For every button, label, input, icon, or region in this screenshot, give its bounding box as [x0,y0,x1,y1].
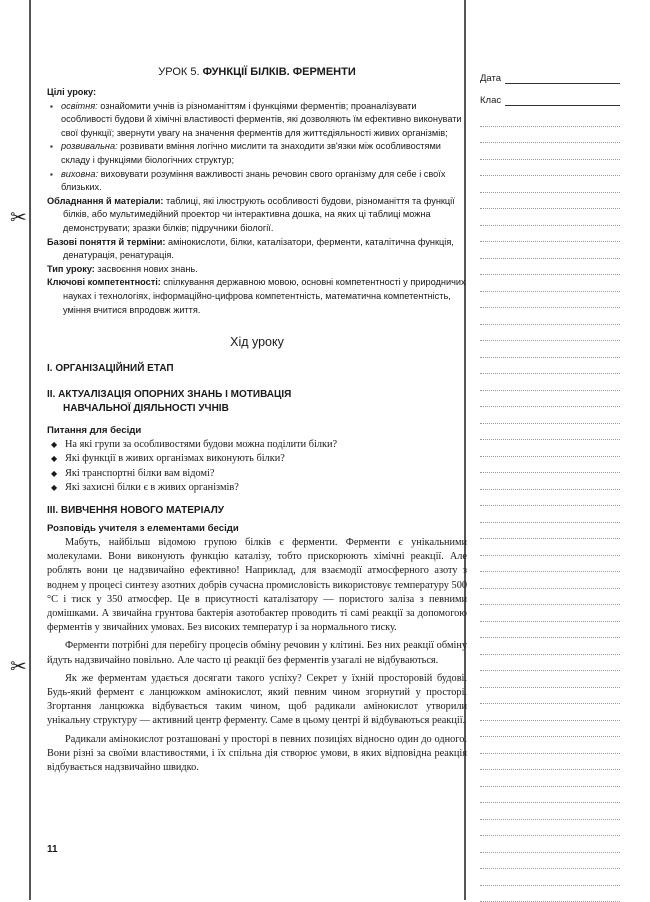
note-line[interactable] [480,638,620,655]
scissors-icon: ✂ [10,208,27,228]
question-item: ◆ Які транспортні білки вам відомі? [47,467,467,481]
page-number: 11 [47,844,58,855]
section-heading: II. АКТУАЛІЗАЦІЯ ОПОРНИХ ЗНАНЬ І МОТИВАЦІЯ НАВЧАЛЬНОЇ ДІЯЛЬНОСТІ УЧНІВ [47,388,467,416]
note-line[interactable] [480,424,620,441]
note-line[interactable] [480,292,620,309]
notes-sidebar [480,66,620,902]
goals-list [47,100,467,195]
question-item: ◆ Які функції в живих організмах виконують білки? [47,452,467,466]
lesson-type: Тип уроку: засвоєння нових знань. [47,263,467,277]
note-line[interactable] [480,242,620,259]
note-line[interactable] [480,539,620,556]
note-line[interactable] [480,803,620,820]
note-line[interactable] [480,325,620,342]
goal-item: ▪ освітня: ознайомити учнів із різноманіттям і функціями ферментів; проаналізувати особливості будови й хімічні властивості ферментів, які дозволяють їм ефективно виконувати свої функції; звернути увагу на значення ферментів для життєдіяльності живих організмів; [47,100,467,141]
section-heading: III. ВИВЧЕННЯ НОВОГО МАТЕРІАЛУ [47,505,467,516]
note-line[interactable] [480,127,620,144]
note-line[interactable] [480,671,620,688]
section-heading: I. ОРГАНІЗАЦІЙНИЙ ЕТАП [47,363,467,374]
note-line[interactable] [480,721,620,738]
note-line[interactable] [480,787,620,804]
class-field[interactable] [480,88,620,106]
questions-list [47,438,467,495]
story-heading: Розповідь учителя з елементами бесіди [47,523,467,534]
note-line[interactable] [480,704,620,721]
note-line[interactable] [480,341,620,358]
note-line[interactable] [480,655,620,672]
class-line[interactable] [505,94,620,106]
lesson-topic: ФУНКЦІЇ БІЛКІВ. ФЕРМЕНТИ [203,66,356,78]
note-line[interactable] [480,226,620,243]
note-line[interactable] [480,143,620,160]
note-line[interactable] [480,820,620,837]
body-paragraph: Ферменти потрібні для перебігу процесів обміну речовин у клітині. Без них реакції обміну йдуть надзвичайно повільно. Але часто ці реакції без ферментів узагалі не відбуваються. [47,639,467,667]
terms: Базові поняття й терміни: амінокислоти, білки, каталізатори, ферменти, каталітична функція, денатурація, ренатурація. [47,236,467,263]
note-line[interactable] [480,572,620,589]
main-content [47,66,467,779]
note-line[interactable] [480,275,620,292]
note-line[interactable] [480,308,620,325]
note-line[interactable] [480,622,620,639]
scissors-icon: ✂ [10,657,27,677]
body-paragraph: Мабуть, найбільш відомою групою білків є ферменти. Ферменти є унікальними молекулами. Вони виконують функцію каталізу, тобто прискорюють хімічні реакції. Але роблять вони це надзвичайно ефективно! Наприклад, для взаємодії атмосферного азоту з воднем у процесі синтезу азотних добрів сучасна промисловість використовує температуру 500 °С і тиск у 350 атмосфер. Це в присутності каталізатору — пористого заліза з певними домішками. А звичайна грунтова бактерія азотобактер проводить ті самі реакції за допомогою ферментів у звичайних умовах. Без високих температур і за нормального тиску. [47,536,467,635]
date-field[interactable] [480,66,620,84]
note-line[interactable] [480,358,620,375]
note-line[interactable] [480,589,620,606]
note-line[interactable] [480,523,620,540]
note-line[interactable] [480,209,620,226]
date-line[interactable] [505,72,620,84]
question-item: ◆ На які групи за особливостями будови можна поділити білки? [47,438,467,452]
note-line[interactable] [480,506,620,523]
note-line[interactable] [480,869,620,886]
note-line[interactable] [480,490,620,507]
note-line[interactable] [480,754,620,771]
questions-heading: Питання для бесіди [47,425,467,436]
note-line[interactable] [480,688,620,705]
body-paragraph: Радикали амінокислот розташовані у просторі в певних позиціях відносно один до одного. Вони різні за своїми властивостями, і їх спільна дія створює умови, в яких відповідна реакція відбувається надзвичайно швидко. [47,733,467,776]
note-line[interactable] [480,605,620,622]
course-heading: Хід уроку [47,335,467,349]
body-paragraph: Як же ферментам удається досягати такого успіху? Секрет у їхній просторовій будові. Будь-який фермент є ланцюжком амінокислот, який певним чином згорнутий у просторі. Згортання ланцюжка відбувається таким чином, щоб радикали амінокислот утворили унікальну структуру — активний центр ферменту. Саме в цьому центрі й відбуваються реакції. [47,672,467,729]
note-line[interactable] [480,110,620,127]
left-border-line [29,0,31,900]
goals-heading: Цілі уроку: [47,86,467,100]
note-line[interactable] [480,160,620,177]
lesson-prefix: УРОК 5. [158,66,199,78]
note-line[interactable] [480,770,620,787]
note-line[interactable] [480,457,620,474]
note-line[interactable] [480,374,620,391]
note-line[interactable] [480,556,620,573]
note-line[interactable] [480,407,620,424]
note-line[interactable] [480,193,620,210]
note-line[interactable] [480,473,620,490]
lesson-title [47,66,467,78]
note-line[interactable] [480,176,620,193]
equipment: Обладнання й матеріали: таблиці, які ілюструють особливості будови, різноманіття та функції білків, або мультимедійний проектор чи інтерактивна дошка, на яких ці таблиці можна демонструвати; зразки білків; підручники біології. [47,195,467,236]
date-label: Дата [480,73,501,84]
lesson-meta [47,86,467,317]
question-item: ◆ Які захисні білки є в живих організмів? [47,481,467,495]
note-line[interactable] [480,737,620,754]
note-line[interactable] [480,259,620,276]
note-line[interactable] [480,440,620,457]
competences: Ключові компетентності: спілкування державною мовою, основні компетентності у природничих науках і технологіях, інформаційно-цифрова компетентність, математична компетентність, уміння вчитися впродовж життя. [47,276,467,317]
goal-item: ▪ розвивальна: розвивати вміння логічно мислити та знаходити зв'язки між особливостями складу і функціями біологічних структур; [47,140,467,167]
goal-item: ▪ виховна: виховувати розуміння важливості знань речовин свого організму для себе і своїх близьких. [47,168,467,195]
note-line[interactable] [480,836,620,853]
note-line[interactable] [480,853,620,870]
note-line[interactable] [480,391,620,408]
notes-lines[interactable] [480,110,620,902]
class-label: Клас [480,95,501,106]
